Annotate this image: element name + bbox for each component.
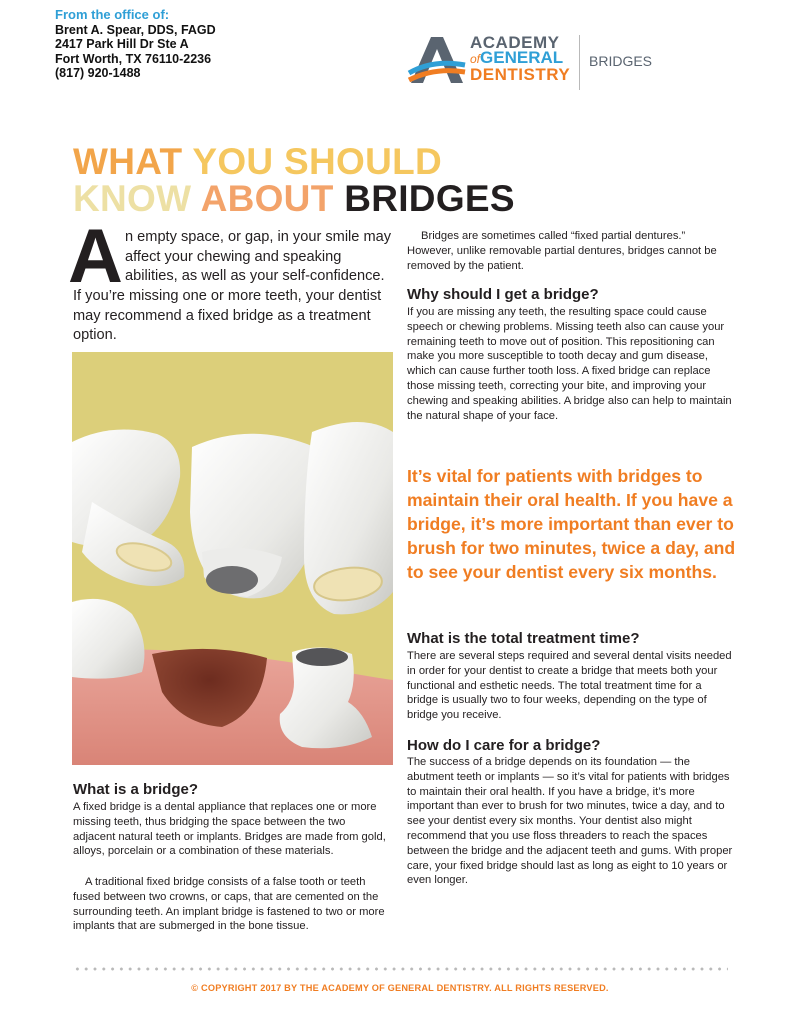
office-label: From the office of: (55, 7, 170, 22)
title-word-bridges: BRIDGES (344, 178, 515, 219)
what-is-paragraph-2: A traditional fixed bridge consists of a false tooth or teeth fused between two crowns, or caps, that are cemented on the surrounding teeth. An implant bridge is fastened to two or more implants that are submerged in the bone tissue. (73, 876, 385, 933)
dotted-divider (73, 966, 728, 972)
heading-care: How do I care for a bridge? (407, 737, 601, 754)
logo-general: GENERAL (480, 48, 564, 67)
care-paragraph: The success of a bridge depends on its foundation — the abutment teeth or implants — so it’s vital for patients with bridges to maintain their oral health. If you have a bridge, it’s more important than ever to brush for two minutes, twice a day, and to see your dentist every six months. Your dentist also might recommend that you use floss threaders to reach the spaces between the bridge and the adjacent teeth and gums. With proper care, your fixed bridge should last as long as eight to 10 years or even longer. (407, 756, 733, 887)
heading-what-is-a-bridge: What is a bridge? (73, 781, 199, 798)
dental-bridge-illustration (72, 352, 393, 765)
title-word-know: KNOW (73, 178, 201, 219)
bridge-illustration-icon (72, 352, 393, 765)
title-word-what: WHAT (73, 141, 193, 182)
office-phone: (817) 920-1488 (55, 66, 141, 80)
agd-logo-mark-icon (407, 35, 467, 87)
logo-academy: ACADEMY (470, 33, 560, 52)
section-label: BRIDGES (589, 53, 653, 69)
pull-quote: It’s vital for patients with bridges to maintain their oral health. If you have a bridge, it’s more important than ever to brush for two minutes, twice a day, and to see your dentist every six months. (407, 466, 736, 583)
title-word-about: ABOUT (200, 178, 345, 219)
dentist-name: Brent A. Spear, DDS, FAGD (55, 22, 216, 37)
logo-divider (579, 35, 580, 90)
logo-of: of (470, 52, 481, 66)
treatment-time-paragraph: There are several steps required and several dental visits needed in order for your dentist to create a bridge that meets both your functional and esthetic needs. The total treatment time for a bridge is usually two to four weeks, depending on the type of bridge you receive. (407, 650, 732, 722)
office-info (55, 8, 315, 81)
intro-text-second: If you’re missing one or more teeth, your dentist may recommend a fixed bridge as a treatment option. (73, 288, 382, 343)
intro-text-first: n empty space, or gap, in your smile may affect your chewing and speaking abilities, as well as your self-confidence. (125, 229, 392, 284)
logo-dentistry: DENTISTRY (470, 65, 571, 84)
why-paragraph: If you are missing any teeth, the resulting space could cause speech or chewing problems. Missing teeth also can cause your remaining teeth to move out of position. This repositioning can make you more susceptible to tooth decay and gum disease, which can cause further tooth loss. A fixed bridge can replace those missing teeth, correcting your bite, and improving your chewing and speaking abilities. A bridge also can help to maintain the natural shape of your face. (407, 306, 732, 422)
heading-why-get-bridge: Why should I get a bridge? (407, 286, 599, 303)
title-words-you-should: YOU SHOULD (192, 141, 443, 182)
what-is-paragraph-1: A fixed bridge is a dental appliance that replaces one or more missing teeth, thus bridging the space between the two adjacent natural teeth or implants. Bridges are made from gold, alloys, porcelain or a combination of these materials. (73, 801, 386, 858)
page-title (73, 143, 515, 217)
right-intro-paragraph: Bridges are sometimes called “fixed partial dentures.” However, unlike removable partial dentures, bridges cannot be removed by the patient. (407, 230, 717, 272)
office-city: Fort Worth, TX 76110-2236 (55, 51, 212, 66)
copyright-notice: © COPYRIGHT 2017 BY THE ACADEMY OF GENERAL DENTISTRY. ALL RIGHTS RESERVED. (191, 983, 609, 993)
drop-cap: A (68, 214, 123, 299)
office-street: 2417 Park Hill Dr Ste A (55, 37, 189, 51)
heading-treatment-time: What is the total treatment time? (407, 630, 640, 647)
logo-wordmark (470, 35, 570, 82)
